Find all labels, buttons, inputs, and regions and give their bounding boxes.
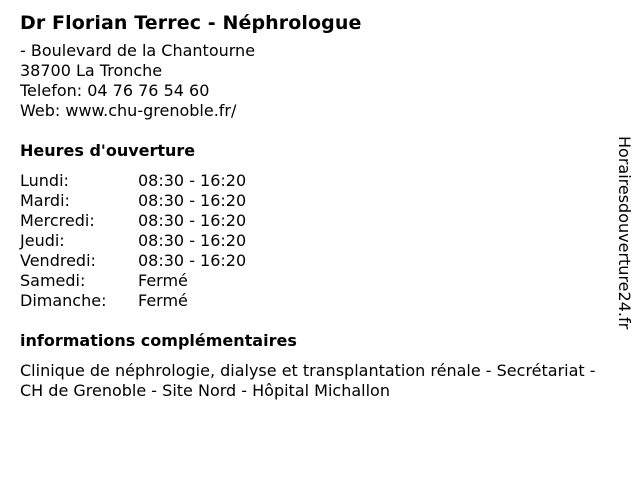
- hours-heading: Heures d'ouverture: [20, 141, 196, 160]
- time-value: 08:30 - 16:20: [138, 171, 247, 190]
- time-value: 08:30 - 16:20: [138, 211, 247, 230]
- day-label: Jeudi:: [20, 231, 65, 250]
- address-phone: Telefon: 04 76 76 54 60: [20, 81, 210, 100]
- site-watermark: Horairesdouverture24.fr: [615, 136, 634, 330]
- page-title: Dr Florian Terrec - Néphrologue: [20, 12, 362, 34]
- hours-row-wednesday: [20, 211, 620, 231]
- hours-row-friday: [20, 251, 620, 271]
- info-description: Clinique de néphrologie, dialyse et transplantation rénale - Secrétariat - CH de Grenoble - Site Nord - Hôpital Michallon: [20, 361, 596, 400]
- hours-row-saturday: [20, 271, 620, 291]
- time-value: 08:30 - 16:20: [138, 251, 247, 270]
- address-city: 38700 La Tronche: [20, 61, 163, 80]
- page-content: [20, 10, 620, 401]
- time-value: 08:30 - 16:20: [138, 231, 247, 250]
- hours-row-sunday: [20, 291, 620, 311]
- address-street: - Boulevard de la Chantourne: [20, 41, 256, 60]
- hours-row-monday: [20, 171, 620, 191]
- time-value: Fermé: [138, 271, 188, 290]
- time-value: 08:30 - 16:20: [138, 191, 247, 210]
- address-web: Web: www.chu-grenoble.fr/: [20, 101, 237, 120]
- hours-row-thursday: [20, 231, 620, 251]
- day-label: Vendredi:: [20, 251, 96, 270]
- address-block: [20, 41, 620, 121]
- day-label: Mardi:: [20, 191, 70, 210]
- hours-table: [20, 171, 620, 311]
- day-label: Dimanche:: [20, 291, 107, 310]
- hours-row-tuesday: [20, 191, 620, 211]
- day-label: Mercredi:: [20, 211, 95, 230]
- info-heading: informations complémentaires: [20, 331, 297, 350]
- time-value: Fermé: [138, 291, 188, 310]
- day-label: Samedi:: [20, 271, 86, 290]
- day-label: Lundi:: [20, 171, 69, 190]
